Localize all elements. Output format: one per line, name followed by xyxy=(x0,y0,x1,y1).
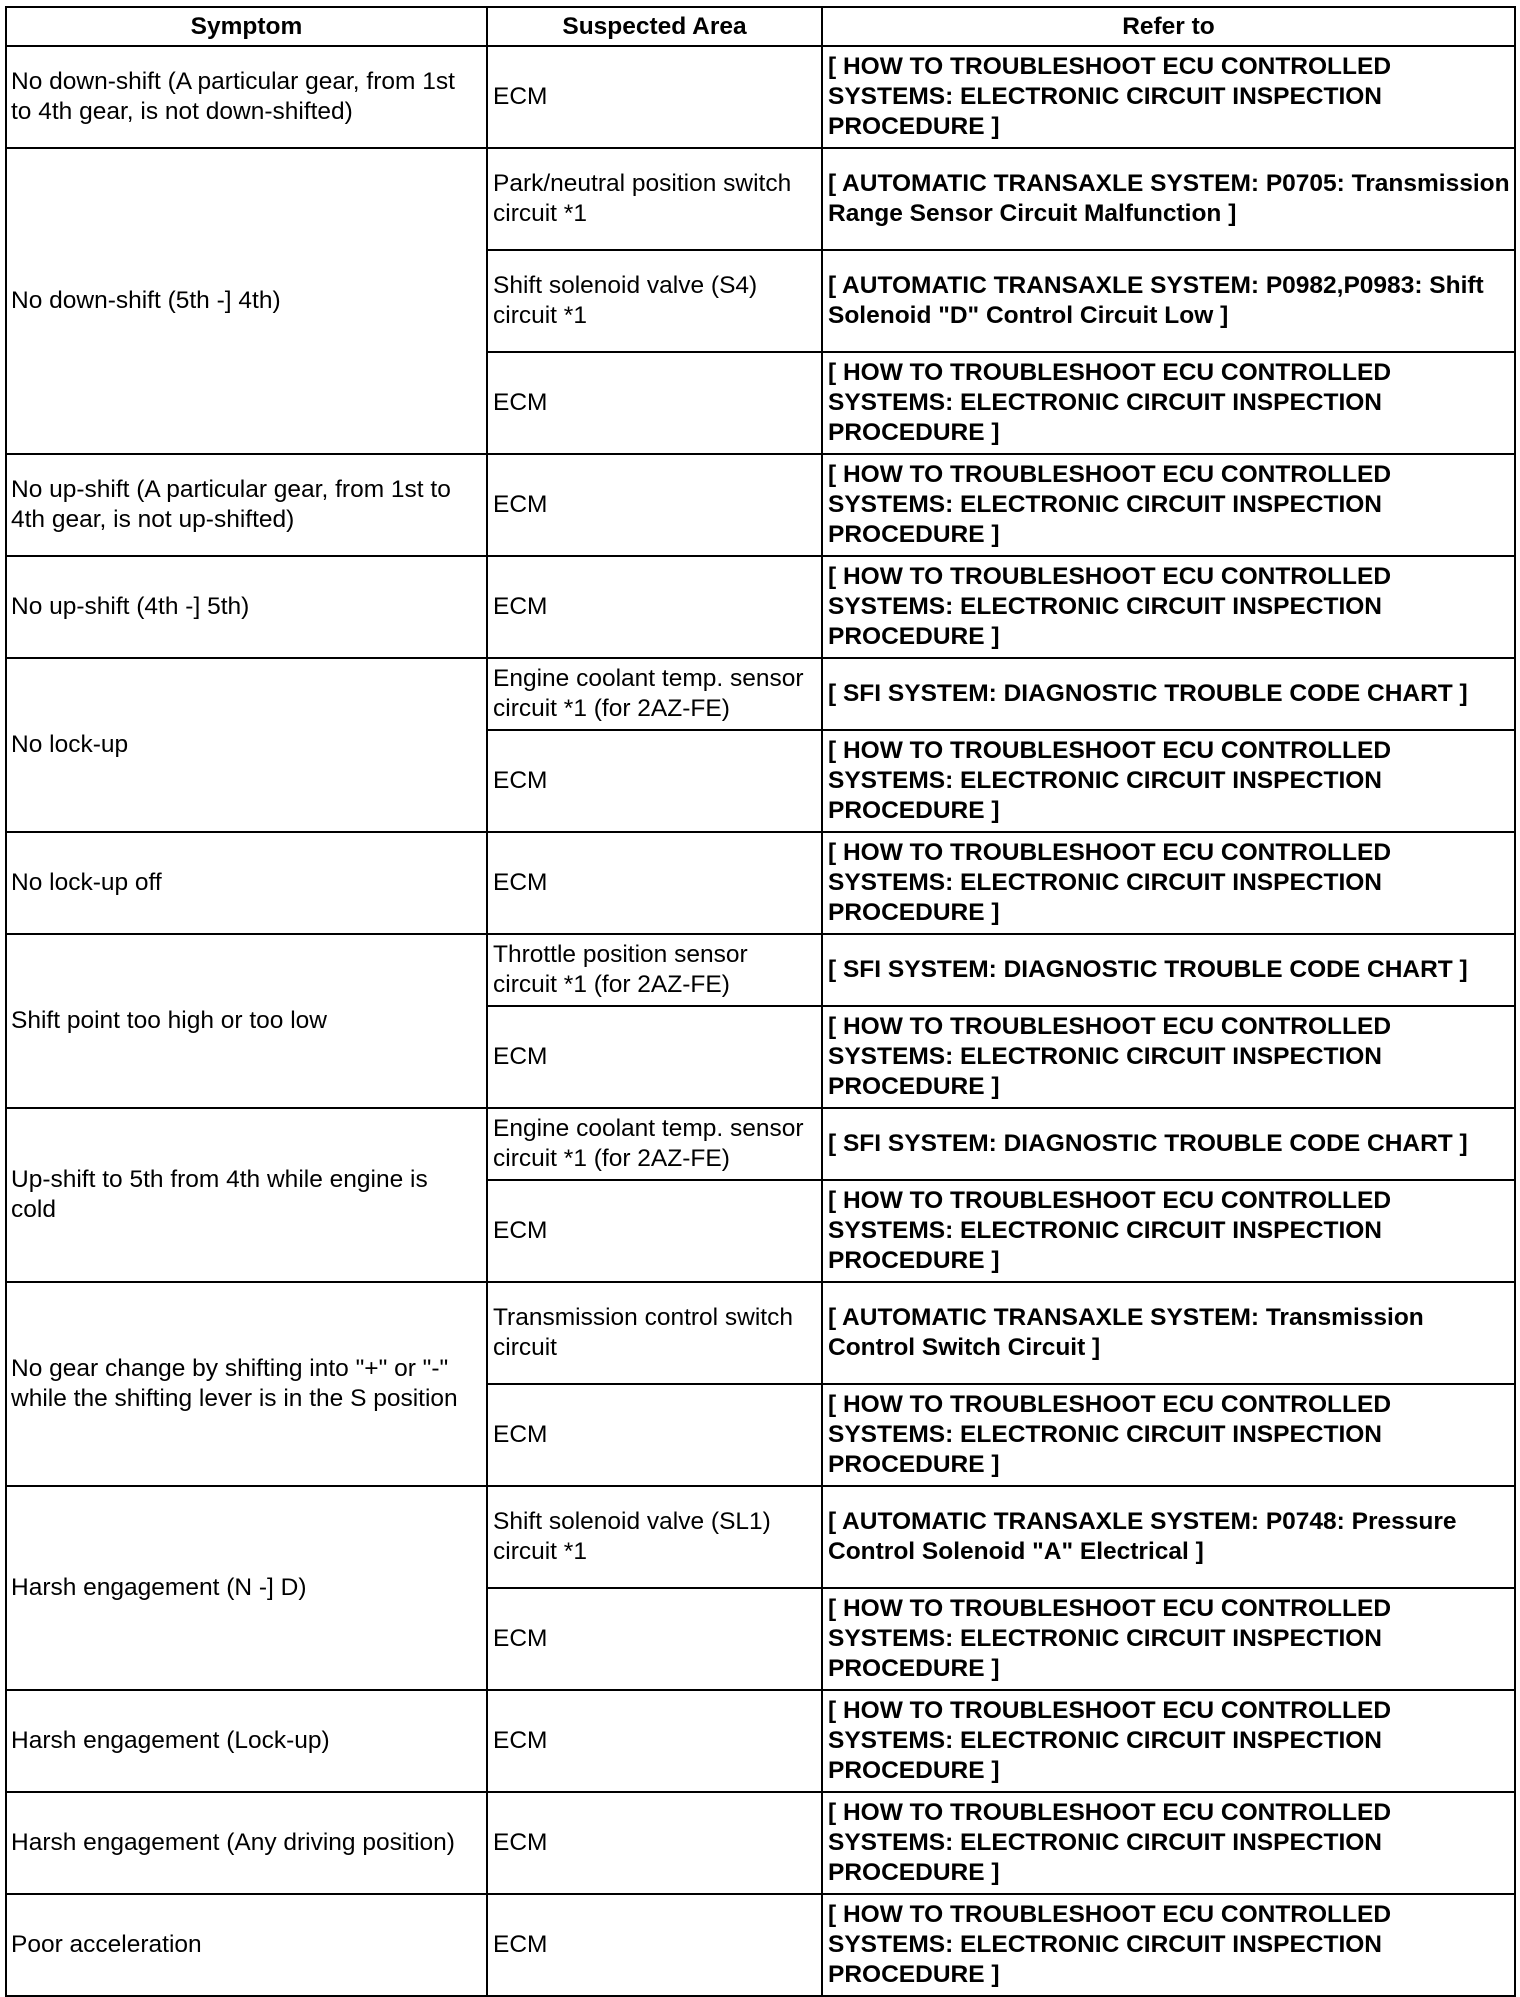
symptom-table xyxy=(5,6,1516,1997)
refer-to-link[interactable]: [ AUTOMATIC TRANSAXLE SYSTEM: P0748: Pressure Control Solenoid "A" Electrical ] xyxy=(822,1486,1515,1588)
table-body xyxy=(6,46,1515,1996)
symptom-cell: Harsh engagement (Any driving position) xyxy=(6,1792,487,1894)
suspected-area-cell: ECM xyxy=(487,1180,822,1282)
table-row xyxy=(6,1792,1515,1894)
suspected-area-cell: Shift solenoid valve (SL1) circuit *1 xyxy=(487,1486,822,1588)
refer-to-link[interactable]: [ HOW TO TROUBLESHOOT ECU CONTROLLED SYSTEMS: ELECTRONIC CIRCUIT INSPECTION PROCEDURE ] xyxy=(822,1894,1515,1996)
refer-to-link[interactable]: [ HOW TO TROUBLESHOOT ECU CONTROLLED SYSTEMS: ELECTRONIC CIRCUIT INSPECTION PROCEDURE ] xyxy=(822,454,1515,556)
refer-to-link[interactable]: [ HOW TO TROUBLESHOOT ECU CONTROLLED SYSTEMS: ELECTRONIC CIRCUIT INSPECTION PROCEDURE ] xyxy=(822,1384,1515,1486)
table-row xyxy=(6,1486,1515,1588)
refer-to-link[interactable]: [ HOW TO TROUBLESHOOT ECU CONTROLLED SYSTEMS: ELECTRONIC CIRCUIT INSPECTION PROCEDURE ] xyxy=(822,1792,1515,1894)
refer-to-link[interactable]: [ HOW TO TROUBLESHOOT ECU CONTROLLED SYSTEMS: ELECTRONIC CIRCUIT INSPECTION PROCEDURE ] xyxy=(822,1588,1515,1690)
suspected-area-cell: ECM xyxy=(487,1588,822,1690)
table-row xyxy=(6,832,1515,934)
table-row xyxy=(6,454,1515,556)
suspected-area-cell: ECM xyxy=(487,556,822,658)
table-row xyxy=(6,1282,1515,1384)
refer-to-link[interactable]: [ AUTOMATIC TRANSAXLE SYSTEM: P0705: Transmission Range Sensor Circuit Malfunction ] xyxy=(822,148,1515,250)
suspected-area-cell: ECM xyxy=(487,1006,822,1108)
suspected-area-cell: ECM xyxy=(487,46,822,148)
table-row xyxy=(6,658,1515,730)
symptom-cell: Shift point too high or too low xyxy=(6,934,487,1108)
refer-to-link[interactable]: [ HOW TO TROUBLESHOOT ECU CONTROLLED SYSTEMS: ELECTRONIC CIRCUIT INSPECTION PROCEDURE ] xyxy=(822,46,1515,148)
suspected-area-cell: Engine coolant temp. sensor circuit *1 (for 2AZ-FE) xyxy=(487,1108,822,1180)
refer-to-link[interactable]: [ AUTOMATIC TRANSAXLE SYSTEM: Transmission Control Switch Circuit ] xyxy=(822,1282,1515,1384)
suspected-area-cell: ECM xyxy=(487,1894,822,1996)
header-row xyxy=(6,7,1515,46)
refer-to-link[interactable]: [ HOW TO TROUBLESHOOT ECU CONTROLLED SYSTEMS: ELECTRONIC CIRCUIT INSPECTION PROCEDURE ] xyxy=(822,1180,1515,1282)
suspected-area-cell: Transmission control switch circuit xyxy=(487,1282,822,1384)
header-refer-to: Refer to xyxy=(822,7,1515,46)
refer-to-link[interactable]: [ HOW TO TROUBLESHOOT ECU CONTROLLED SYSTEMS: ELECTRONIC CIRCUIT INSPECTION PROCEDURE ] xyxy=(822,1690,1515,1792)
symptom-cell: No gear change by shifting into "+" or "-" while the shifting lever is in the S position xyxy=(6,1282,487,1486)
refer-to-link[interactable]: [ HOW TO TROUBLESHOOT ECU CONTROLLED SYSTEMS: ELECTRONIC CIRCUIT INSPECTION PROCEDURE ] xyxy=(822,730,1515,832)
symptom-cell: No up-shift (4th -] 5th) xyxy=(6,556,487,658)
symptom-cell: Up-shift to 5th from 4th while engine is cold xyxy=(6,1108,487,1282)
suspected-area-cell: ECM xyxy=(487,730,822,832)
suspected-area-cell: Engine coolant temp. sensor circuit *1 (for 2AZ-FE) xyxy=(487,658,822,730)
table-row xyxy=(6,148,1515,250)
table-row xyxy=(6,46,1515,148)
suspected-area-cell: ECM xyxy=(487,352,822,454)
symptom-cell: Harsh engagement (Lock-up) xyxy=(6,1690,487,1792)
suspected-area-cell: ECM xyxy=(487,1384,822,1486)
suspected-area-cell: ECM xyxy=(487,454,822,556)
suspected-area-cell: Shift solenoid valve (S4) circuit *1 xyxy=(487,250,822,352)
suspected-area-cell: Park/neutral position switch circuit *1 xyxy=(487,148,822,250)
refer-to-link[interactable]: [ SFI SYSTEM: DIAGNOSTIC TROUBLE CODE CHART ] xyxy=(822,1108,1515,1180)
refer-to-link[interactable]: [ HOW TO TROUBLESHOOT ECU CONTROLLED SYSTEMS: ELECTRONIC CIRCUIT INSPECTION PROCEDURE ] xyxy=(822,1006,1515,1108)
table-row xyxy=(6,1690,1515,1792)
table-row xyxy=(6,556,1515,658)
suspected-area-cell: ECM xyxy=(487,1792,822,1894)
refer-to-link[interactable]: [ AUTOMATIC TRANSAXLE SYSTEM: P0982,P0983: Shift Solenoid "D" Control Circuit Low ] xyxy=(822,250,1515,352)
refer-to-link[interactable]: [ SFI SYSTEM: DIAGNOSTIC TROUBLE CODE CHART ] xyxy=(822,934,1515,1006)
table-row xyxy=(6,934,1515,1006)
symptom-cell: No lock-up off xyxy=(6,832,487,934)
symptom-cell: No down-shift (5th -] 4th) xyxy=(6,148,487,454)
suspected-area-cell: ECM xyxy=(487,1690,822,1792)
symptom-cell: Poor acceleration xyxy=(6,1894,487,1996)
refer-to-link[interactable]: [ HOW TO TROUBLESHOOT ECU CONTROLLED SYSTEMS: ELECTRONIC CIRCUIT INSPECTION PROCEDURE ] xyxy=(822,352,1515,454)
table-row xyxy=(6,1894,1515,1996)
header-suspected-area: Suspected Area xyxy=(487,7,822,46)
symptom-cell: No down-shift (A particular gear, from 1st to 4th gear, is not down-shifted) xyxy=(6,46,487,148)
symptom-cell: No up-shift (A particular gear, from 1st to 4th gear, is not up-shifted) xyxy=(6,454,487,556)
symptom-cell: No lock-up xyxy=(6,658,487,832)
refer-to-link[interactable]: [ HOW TO TROUBLESHOOT ECU CONTROLLED SYSTEMS: ELECTRONIC CIRCUIT INSPECTION PROCEDURE ] xyxy=(822,556,1515,658)
refer-to-link[interactable]: [ SFI SYSTEM: DIAGNOSTIC TROUBLE CODE CHART ] xyxy=(822,658,1515,730)
refer-to-link[interactable]: [ HOW TO TROUBLESHOOT ECU CONTROLLED SYSTEMS: ELECTRONIC CIRCUIT INSPECTION PROCEDURE ] xyxy=(822,832,1515,934)
symptom-cell: Harsh engagement (N -] D) xyxy=(6,1486,487,1690)
suspected-area-cell: Throttle position sensor circuit *1 (for 2AZ-FE) xyxy=(487,934,822,1006)
table-row xyxy=(6,1108,1515,1180)
suspected-area-cell: ECM xyxy=(487,832,822,934)
header-symptom: Symptom xyxy=(6,7,487,46)
